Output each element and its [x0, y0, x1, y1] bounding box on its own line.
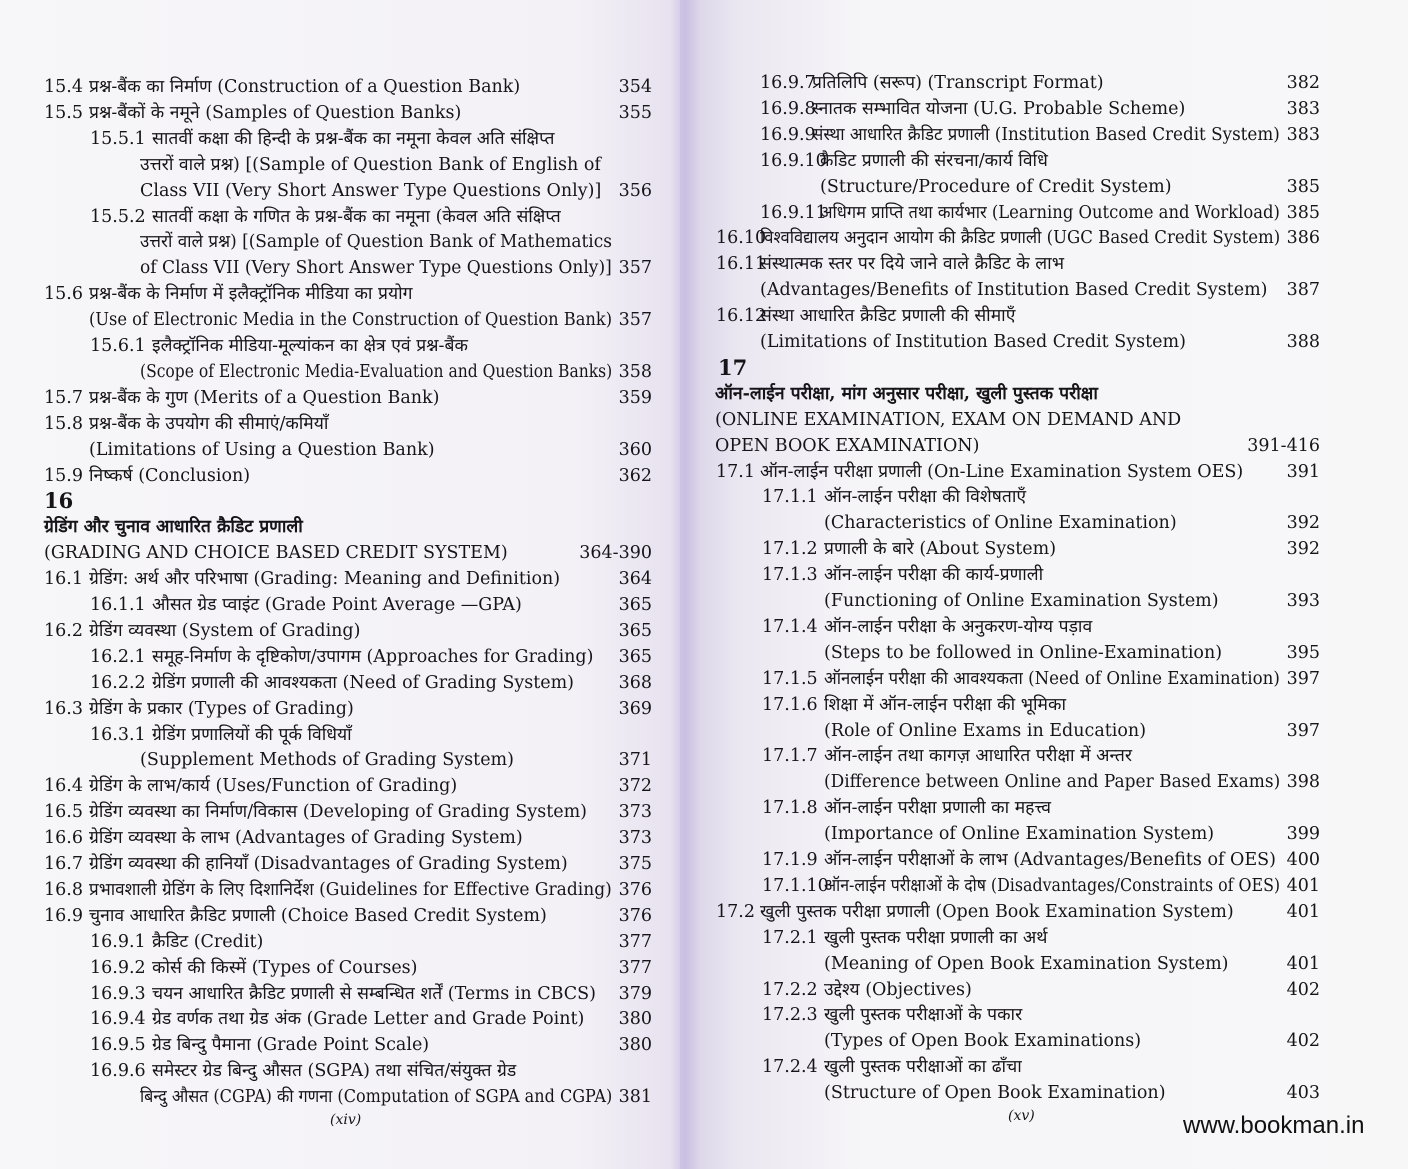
- page-number: 401: [1286, 953, 1320, 974]
- entry-title: औसत ग्रेड प्वाइंट (Grade Point Average —GPA): [152, 595, 522, 615]
- toc-line: [0, 484, 1408, 510]
- entry-title: ऑन-लाईन परीक्षा की विशेषताएँ: [824, 487, 1027, 508]
- entry-number: 16.9.9: [760, 124, 816, 145]
- entry-number: 17.2.1: [762, 927, 818, 948]
- page-number: 376: [618, 879, 652, 900]
- toc-line: [0, 433, 1408, 459]
- toc-line: [0, 899, 1408, 925]
- page-number: 399: [1286, 824, 1320, 845]
- toc-line: [0, 381, 1408, 407]
- entry-number: 16.1: [44, 569, 83, 590]
- entry-title: खुली पुस्तक परीक्षा प्रणाली (Open Book Examination System): [760, 901, 1234, 922]
- entry-title: ऑन-लाईन परीक्षा, मांग अनुसार परीक्षा, खुली पुस्तक परीक्षा: [715, 383, 1098, 404]
- entry-title: ऑन-लाईन परीक्षा प्रणाली (On-Line Examination System OES): [760, 461, 1244, 482]
- entry-title: प्रश्न-बैंकों के नमूने (Samples of Question Banks): [89, 102, 462, 123]
- entry-title: निष्कर्ष (Conclusion): [89, 465, 251, 486]
- toc-line: [0, 743, 1408, 769]
- page-number: 364: [618, 569, 652, 590]
- entry-title: (Importance of Online Examination System): [824, 824, 1215, 845]
- entry-title: प्रश्न-बैंक के निर्माण में इलैक्ट्रॉनिक मीडिया का प्रयोग: [89, 284, 413, 305]
- entry-title: अधिगम प्राप्ति तथा कार्यभार (Learning Outcome and Workload): [820, 202, 1280, 223]
- entry-title: प्रणाली के बारे (About System): [824, 539, 1057, 560]
- entry-title: (Difference between Online and Paper Based Exams): [824, 772, 1281, 793]
- entry-title: (Characteristics of Online Examination): [824, 513, 1177, 534]
- page-number: 365: [618, 620, 652, 641]
- entry-number: 17.1.6: [762, 694, 818, 715]
- entry-number: 17.1.9: [762, 850, 818, 870]
- entry-number: 16.9.1: [90, 931, 146, 952]
- entry-number: 15.5.1: [90, 128, 146, 149]
- entry-title: समेस्टर ग्रेड बिन्दु औसत (SGPA) तथा संचित/संयुक्त ग्रेड: [152, 1061, 517, 1082]
- entry-number: 16.9.2: [90, 957, 146, 978]
- entry-title: उत्तरों वाले प्रश्न) [(Sample of Question Bank of English of: [140, 154, 601, 175]
- entry-number: 17.1.10: [762, 875, 829, 896]
- entry-title: ग्रेड वर्णक तथा ग्रेड अंक (Grade Letter and Grade Point): [152, 1009, 585, 1030]
- entry-title: ऑनलाईन परीक्षा की आवश्यकता (Need of Online Examination): [824, 668, 1280, 689]
- entry-title: ग्रेडिंग प्रणालियों की पूर्क विधियाँ: [152, 724, 352, 745]
- page-number: 397: [1286, 668, 1320, 689]
- page-number: 388: [1286, 332, 1320, 352]
- page-number: 400: [1286, 850, 1320, 870]
- entry-title: (Structure of Open Book Examination): [824, 1083, 1166, 1104]
- page-number: 365: [618, 646, 652, 667]
- entry-title: ग्रेड बिन्दु पैमाना (Grade Point Scale): [152, 1035, 430, 1056]
- toc-line: [0, 692, 1408, 718]
- page-number: 365: [618, 595, 652, 615]
- entry-title: (Use of Electronic Media in the Construction of Question Bank): [89, 310, 613, 331]
- entry-number: 15.4: [44, 77, 83, 97]
- entry-title: (Steps to be followed in Online-Examination): [824, 642, 1223, 663]
- page-number: 383: [1286, 98, 1320, 119]
- entry-number: 17.1.3: [762, 565, 818, 586]
- entry-title: संस्था आधारित क्रैडिट प्रणाली (Institution Based Credit System): [812, 124, 1280, 145]
- entry-title: स्नातक सम्भावित योजना (U.G. Probable Scheme): [812, 98, 1186, 119]
- entry-title: खुली पुस्तक परीक्षा प्रणाली का अर्थ: [824, 927, 1048, 948]
- page-number: 377: [618, 957, 652, 978]
- left-page-folio: (xiv): [330, 1112, 362, 1128]
- toc-line: [0, 96, 1408, 122]
- page-number: 369: [618, 698, 652, 719]
- page-number: 391: [1286, 461, 1320, 482]
- page-number: 368: [618, 672, 652, 693]
- entry-number: 15.6.1: [90, 336, 146, 356]
- toc-line: [0, 225, 1408, 251]
- entry-title: (Advantages/Benefits of Institution Based Credit System): [760, 280, 1268, 301]
- entry-title: (Functioning of Online Examination System): [824, 591, 1219, 611]
- entry-number: 16.9.10: [760, 150, 827, 171]
- toc-line: [0, 303, 1408, 329]
- entry-title: खुली पुस्तक परीक्षाओं के पकार: [824, 1005, 1023, 1026]
- entry-title: प्रश्न-बैंक का निर्माण (Construction of a Question Bank): [89, 77, 521, 97]
- entry-number: 16.3: [44, 698, 83, 719]
- toc-line: [0, 277, 1408, 303]
- entry-title: (Limitations of Using a Question Bank): [89, 439, 435, 460]
- entry-title: (Meaning of Open Book Examination System): [824, 953, 1229, 974]
- page-number: 392: [1286, 539, 1320, 560]
- page-number: 360: [618, 439, 652, 460]
- page-number: 354: [618, 77, 652, 97]
- entry-title: क्रैडिट (Credit): [152, 931, 264, 952]
- page-number: 402: [1286, 1031, 1320, 1052]
- entry-title: क्रैडिट प्रणाली की संरचना/कार्य विधि: [820, 150, 1048, 171]
- entry-number: 17.1.7: [762, 746, 818, 767]
- entry-number: 16.4: [44, 776, 83, 797]
- entry-title: प्रतिलिपि (सरूप) (Transcript Format): [812, 73, 1104, 93]
- entry-number: 16.9.7: [760, 73, 816, 93]
- toc-line: [0, 769, 1408, 795]
- entry-title: ग्रेडिंग व्यवस्था (System of Grading): [89, 620, 361, 641]
- page-number: 364-390: [579, 543, 652, 564]
- page-number: 372: [618, 776, 652, 797]
- page-number: 391-416: [1247, 435, 1320, 456]
- page-number: 385: [1286, 202, 1320, 223]
- page-number: 382: [1286, 73, 1320, 93]
- page-number: 362: [618, 465, 652, 486]
- entry-number: 16.10: [716, 228, 767, 249]
- entry-number: 16.9.3: [90, 983, 146, 1004]
- entry-number: 16.2.1: [90, 646, 146, 667]
- toc-line: [0, 174, 1408, 200]
- entry-title: संस्था आधारित क्रैडिट प्रणाली की सीमाएँ: [760, 306, 1016, 327]
- page-number: 377: [618, 931, 652, 952]
- entry-number: 17.2.2: [762, 979, 818, 1000]
- page-number: 398: [1286, 772, 1320, 793]
- entry-title: (Role of Online Exams in Education): [824, 720, 1147, 741]
- entry-title: (Types of Open Book Examinations): [824, 1031, 1142, 1052]
- entry-number: 16.2: [44, 620, 83, 641]
- entry-title: सातवीं कक्षा की हिन्दी के प्रश्न-बैंक का नमूना केवल अति संक्षिप्त: [152, 128, 555, 149]
- page-number: 402: [1286, 979, 1320, 1000]
- right-page-folio: (xv): [1008, 1108, 1035, 1124]
- entry-title: ग्रेडिंग प्रणाली की आवश्यकता (Need of Grading System): [152, 672, 575, 693]
- page-number: 357: [618, 310, 652, 331]
- toc-line: [0, 1028, 1408, 1054]
- entry-number: 17.1.1: [762, 487, 818, 508]
- page-number: 387: [1286, 280, 1320, 301]
- toc-line: [0, 200, 1408, 226]
- entry-title: समूह-निर्माण के दृष्टिकोण/उपागम (Approaches for Grading): [152, 646, 594, 667]
- page-number: 379: [618, 983, 652, 1004]
- entry-title: बिन्दु औसत (CGPA) की गणना (Computation of SGPA and CGPA): [140, 1087, 613, 1108]
- entry-title: ग्रेडिंग और चुनाव आधारित क्रैडिट प्रणाली: [44, 517, 303, 538]
- toc-line: [0, 251, 1408, 277]
- entry-title: of Class VII (Very Short Answer Type Questions Only)]: [140, 258, 612, 279]
- page-number: 401: [1286, 901, 1320, 922]
- entry-title: प्रश्न-बैंक के उपयोग की सीमाएं/कमियाँ: [89, 413, 329, 434]
- toc-line: [0, 640, 1408, 666]
- entry-title: संस्थात्मक स्तर पर दिये जाने वाले क्रैडिट के लाभ: [760, 254, 1064, 275]
- entry-title: शिक्षा में ऑन-लाईन परीक्षा की भूमिका: [824, 694, 1066, 715]
- entry-number: 17.2: [716, 901, 755, 922]
- toc-line: [0, 847, 1408, 873]
- page-number: 355: [618, 102, 652, 123]
- page-number: 385: [1286, 176, 1320, 197]
- page-number: 403: [1286, 1083, 1320, 1104]
- entry-title: ऑन-लाईन परीक्षा की कार्य-प्रणाली: [824, 565, 1044, 586]
- entry-title: चुनाव आधारित क्रैडिट प्रणाली (Choice Based Credit System): [89, 905, 547, 926]
- page-number: 393: [1286, 591, 1320, 611]
- entry-number: 15.8: [44, 413, 83, 434]
- entry-title: ग्रेडिंग व्यवस्था का निर्माण/विकास (Developing of Grading System): [89, 802, 588, 823]
- entry-number: 17.2.3: [762, 1005, 818, 1026]
- entry-number: 15.5.2: [90, 206, 146, 227]
- entry-number: 17.1.4: [762, 616, 818, 637]
- entry-title: (ONLINE EXAMINATION, EXAM ON DEMAND AND: [715, 409, 1182, 430]
- chapter-number: 17: [718, 354, 748, 380]
- entry-number: 15.6: [44, 284, 83, 305]
- page-number: 392: [1286, 513, 1320, 534]
- page-number: 356: [618, 180, 652, 201]
- entry-title: उद्देश्य (Objectives): [824, 979, 972, 1000]
- entry-number: 17.1.2: [762, 539, 818, 560]
- entry-number: 17.1.5: [762, 668, 818, 689]
- entry-title: सातवीं कक्षा के गणित के प्रश्न-बैंक का नमूना (केवल अति संक्षिप्त: [152, 206, 561, 227]
- page-number: 397: [1286, 720, 1320, 741]
- toc-line: [0, 925, 1408, 951]
- toc-line: [0, 536, 1408, 562]
- entry-title: OPEN BOOK EXAMINATION): [715, 435, 980, 456]
- entry-number: 17.1.8: [762, 798, 818, 819]
- toc-line: [0, 666, 1408, 692]
- entry-title: ग्रेडिंग के लाभ/कार्य (Uses/Function of Grading): [89, 776, 458, 797]
- page-number: 386: [1286, 228, 1320, 249]
- entry-title: ऑन-लाईन परीक्षाओं के दोष (Disadvantages/Constraints of OES): [824, 875, 1281, 896]
- page-number: 373: [618, 828, 652, 849]
- toc-line: [0, 718, 1408, 744]
- toc-line: [0, 1054, 1408, 1080]
- entry-number: 16.9.6: [90, 1061, 146, 1082]
- entry-title: ग्रेडिंग: अर्थ और परिभाषा (Grading: Meaning and Definition): [89, 569, 561, 590]
- entry-title: उत्तरों वाले प्रश्न) [(Sample of Question Bank of Mathematics: [140, 232, 612, 253]
- toc-line: [0, 407, 1408, 433]
- page-number: 376: [618, 905, 652, 926]
- entry-number: 17.1: [716, 461, 755, 482]
- entry-title: ऑन-लाईन तथा कागज़ आधारित परीक्षा में अन्तर: [824, 746, 1133, 767]
- toc-line: [0, 821, 1408, 847]
- page-number: 373: [618, 802, 652, 823]
- entry-title: Class VII (Very Short Answer Type Questions Only)]: [140, 180, 602, 201]
- toc-line: [0, 1002, 1408, 1028]
- entry-title: (Limitations of Institution Based Credit System): [760, 332, 1186, 352]
- entry-number: 16.8: [44, 879, 83, 900]
- entry-number: 16.3.1: [90, 724, 146, 745]
- entry-number: 16.9: [44, 905, 83, 926]
- page-number: 375: [618, 854, 652, 874]
- page-number: 359: [618, 387, 652, 408]
- entry-number: 15.7: [44, 387, 83, 408]
- entry-number: 17.2.4: [762, 1057, 818, 1078]
- entry-number: 16.11: [716, 254, 767, 275]
- toc-line: [0, 1080, 1408, 1106]
- toc-line: [0, 795, 1408, 821]
- entry-number: 16.1.1: [90, 595, 146, 615]
- entry-number: 15.5: [44, 102, 83, 123]
- entry-number: 16.9.4: [90, 1009, 146, 1030]
- entry-number: 16.12: [716, 306, 767, 327]
- entry-title: ऑन-लाईन परीक्षा के अनुकरण-योग्य पड़ाव: [824, 616, 1093, 637]
- page-number: 357: [618, 258, 652, 279]
- toc-line: [0, 122, 1408, 148]
- toc-line: [0, 951, 1408, 977]
- page-number: 380: [618, 1035, 652, 1056]
- toc-line: [0, 614, 1408, 640]
- entry-title: प्रश्न-बैंक के गुण (Merits of a Question Bank): [89, 387, 440, 408]
- entry-title: प्रभावशाली ग्रेडिंग के लिए दिशानिर्देश (Guidelines for Effective Grading): [89, 879, 612, 900]
- entry-number: 16.9.5: [90, 1035, 146, 1056]
- entry-title: कोर्स की किस्में (Types of Courses): [152, 957, 418, 978]
- page-number: 381: [618, 1087, 652, 1108]
- toc-line: [0, 562, 1408, 588]
- entry-title: ग्रेडिंग के प्रकार (Types of Grading): [89, 698, 354, 719]
- toc-line: [0, 977, 1408, 1003]
- entry-title: इलैक्ट्रॉनिक मीडिया-मूल्यांकन का क्षेत्र एवं प्रश्न-बैंक: [152, 336, 468, 356]
- entry-title: (Supplement Methods of Grading System): [140, 750, 514, 771]
- entry-title: (Scope of Electronic Media-Evaluation and Question Banks): [140, 361, 613, 382]
- entry-title: ग्रेडिंग व्यवस्था की हानियाँ (Disadvantages of Grading System): [89, 854, 568, 874]
- entry-title: चयन आधारित क्रैडिट प्रणाली से सम्बन्धित शर्तें (Terms in CBCS): [152, 983, 596, 1004]
- page-number: 358: [618, 361, 652, 382]
- bookman-watermark: www.bookman.in: [1183, 1112, 1365, 1139]
- page-number: 383: [1286, 124, 1320, 145]
- entry-title: (GRADING AND CHOICE BASED CREDIT SYSTEM): [44, 543, 508, 564]
- toc-line: [0, 588, 1408, 614]
- page-number: 401: [1286, 875, 1320, 896]
- toc-line: [0, 148, 1408, 174]
- entry-number: 16.7: [44, 854, 83, 874]
- entry-title: ऑन-लाईन परीक्षाओं के लाभ (Advantages/Benefits of OES): [824, 850, 1276, 870]
- toc-line: [0, 329, 1408, 355]
- toc-line: [0, 459, 1408, 485]
- entry-title: विश्वविद्यालय अनुदान आयोग की क्रैडिट प्रणाली (UGC Based Credit System): [760, 228, 1281, 249]
- entry-number: 16.9.8: [760, 98, 816, 119]
- toc-line: [0, 510, 1408, 536]
- toc-line: [0, 873, 1408, 899]
- entry-title: खुली पुस्तक परीक्षाओं का ढाँचा: [824, 1057, 1022, 1078]
- entry-number: 16.5: [44, 802, 83, 823]
- entry-number: 16.9.11: [760, 202, 827, 223]
- entry-number: 16.6: [44, 828, 83, 849]
- page-number: 395: [1286, 642, 1320, 663]
- chapter-number: 16: [44, 488, 74, 514]
- entry-title: ग्रेडिंग व्यवस्था के लाभ (Advantages of Grading System): [89, 828, 523, 849]
- entry-title: (Structure/Procedure of Credit System): [820, 176, 1172, 197]
- entry-number: 15.9: [44, 465, 83, 486]
- toc-line: [0, 355, 1408, 381]
- entry-number: 16.2.2: [90, 672, 146, 693]
- page-number: 380: [618, 1009, 652, 1030]
- toc-line: [0, 70, 1408, 96]
- page-number: 371: [618, 750, 652, 771]
- entry-title: ऑन-लाईन परीक्षा प्रणाली का महत्त्व: [824, 798, 1051, 819]
